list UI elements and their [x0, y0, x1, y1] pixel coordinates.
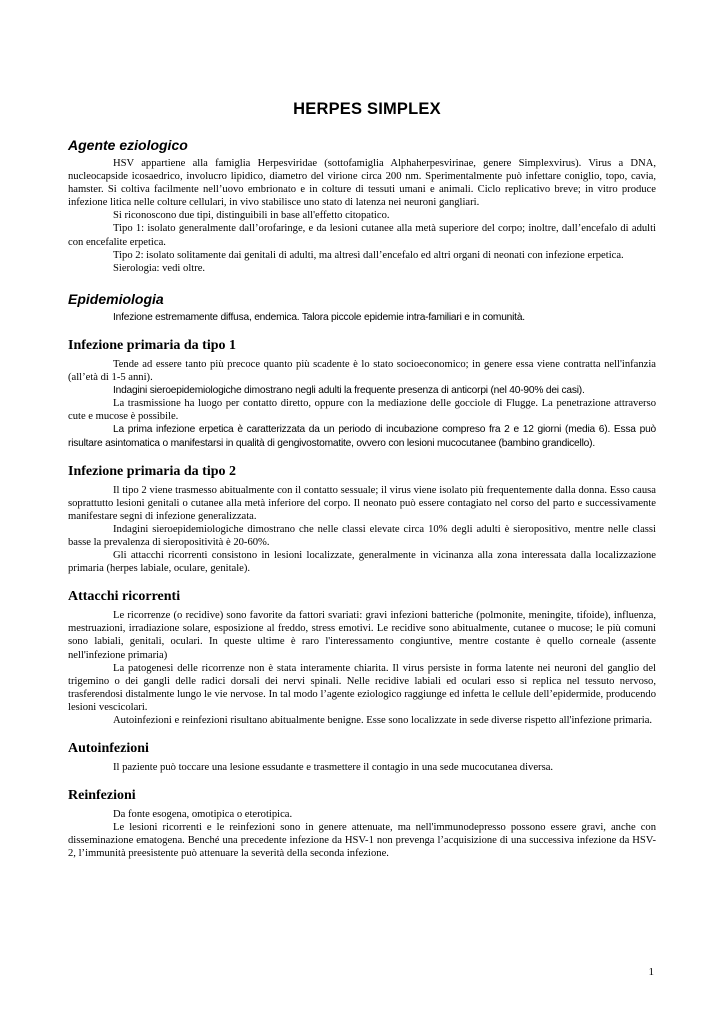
paragraph: HSV appartiene alla famiglia Herpesviridae (sottofamiglia Alphaherpesvirinae, genere Simplexvirus). Virus a DNA, nucleocapside icosaedrico, involucro lipidico, diametro del virione circa 200 nm. Sperimentalmente può infettare coniglio, topo, cavia, hamster. Si coltiva facilmente nell’uovo embrionato e in colture di tessuti umani e animali. Ciclo replicativo breve; in vitro produce infezione litica nelle colture cellulari, in vivo stabilisce uno stato di latenza nei neuroni gangliari. [68, 158, 656, 209]
paragraph: Indagini sieroepidemiologiche dimostrano negli adulti la frequente presenza di anticorpi (nel 40-90% dei casi). [113, 385, 585, 397]
section-heading: Agente eziologico [68, 137, 188, 153]
section-heading: Epidemiologia [68, 290, 164, 307]
section-heading: Infezione primaria da tipo 1 [68, 337, 236, 353]
page-number: 1 [648, 966, 654, 978]
paragraph: La prima infezione erpetica è caratterizzata da un periodo di incubazione compreso fra 2 e 12 giorni (media 6). Essa può risultare asintomatica o manifestarsi in qualità di gengivostomatite, ovvero con lesioni mucocutanee (bambino grandicello). [68, 424, 656, 449]
paragraph: La patogenesi delle ricorrenze non è stata interamente chiarita. Il virus persiste in forma latente nei neuroni del ganglio del trigemino o dei gangli delle radici dorsali dei nervi spinali. Nelle recidive labiali ed oculari esso si replica nel tessuto nervoso, trasferendosi distalmente lungo le vie nervose. In tal modo l’agente eziologico raggiunge ed infetta le cellule dell’epidermide, producendo lesioni vescicolari. [68, 662, 656, 713]
section-infezione-tipo-2 [68, 464, 656, 576]
paragraph: Le ricorrenze (o recidive) sono favorite da fattori svariati: gravi infezioni batteriche (polmonite, meningite, tifoide), influenza, mestruazioni, irradiazione solare, esposizione al freddo, stress emotivi. Le recidive sono abitualmente, cutanee o mucose; le più comuni sono labiali, genitali, oculari. In queste ultime è raro l'interessamento congiuntive, mentre costante è quello corneale (assente nell'infezione primaria) [68, 610, 656, 661]
paragraph: Il tipo 2 viene trasmesso abitualmente con il contatto sessuale; il virus viene isolato più frequentemente dalla donna. Esso causa soprattutto lesioni genitali o cutanee alla metà inferiore del corpo. Il neonato può essere contagiato nel corso del parto e successivamente manifestare segni di infezione generalizzata. [68, 484, 656, 522]
paragraph: Tipo 2: isolato solitamente dai genitali di adulti, ma altresì dall’encefalo ed altri organi di neonati con infezione erpetica. [113, 249, 624, 261]
paragraph: Gli attacchi ricorrenti consistono in lesioni localizzate, generalmente in vicinanza alla zona interessata dalla localizzazione primaria (herpes labiale, oculare, genitale). [68, 550, 656, 575]
section-autoinfezioni [68, 741, 656, 774]
section-reinfezioni [68, 788, 656, 860]
section-heading: Attacchi ricorrenti [68, 589, 181, 605]
paragraph: Sierologia: vedi oltre. [113, 262, 206, 274]
paragraph: Tipo 1: isolato generalmente dall’orofaringe, e da lesioni cutanee alla metà superiore del corpo; inoltre, dall’encefalo di adulti con encefalite erpetica. [68, 223, 656, 248]
section-epidemiologia [68, 291, 656, 324]
paragraph: La trasmissione ha luogo per contatto diretto, oppure con la mediazione delle gocciole di Flugge. La penetrazione attraverso cute e mucose è possibile. [68, 398, 656, 423]
paragraph: Indagini sieroepidemiologiche dimostrano che nelle classi elevate circa 10% degli adulti è sieropositivo, mentre nelle classi basse la prevalenza di sieropositività è 20-60%. [68, 523, 656, 548]
section-heading: Infezione primaria da tipo 2 [68, 463, 236, 479]
paragraph: Infezione estremamente diffusa, endemica. Talora piccole epidemie intra-familiari e in comunità. [113, 311, 525, 323]
paragraph: Da fonte esogena, omotipica o eterotipica. [113, 809, 293, 821]
paragraph: Autoinfezioni e reinfezioni risultano abitualmente benigne. Esse sono localizzate in sede diverse rispetto all'infezione primaria. [113, 715, 653, 726]
document-title: HERPES SIMPLEX [293, 100, 441, 118]
paragraph: Il paziente può toccare una lesione essudante e trasmettere il contagio in una sede mucocutanea diversa. [113, 762, 554, 774]
section-heading: Autoinfezioni [68, 741, 149, 757]
section-heading: Reinfezioni [68, 788, 136, 804]
section-attacchi-ricorrenti [68, 589, 656, 727]
paragraph: Tende ad essere tanto più precoce quanto più scadente è lo stato socioeconomico; in genere essa viene contratta nell'infanzia (all’età di 1-5 anni). [68, 358, 656, 384]
section-infezione-tipo-1 [68, 338, 656, 450]
paragraph: Le lesioni ricorrenti e le reinfezioni sono in genere attenuate, ma nell'immunodepresso possono essere gravi, anche con disseminazione ematogena. Benché una precedente infezione da HSV-1 non prevenga l’acquisizione di una successiva infezione da HSV-2, l’immunità preesistente può attenuare la severità della seconda infezione. [68, 822, 656, 860]
section-agente-eziologico [68, 137, 656, 275]
paragraph: Si riconoscono due tipi, distinguibili in base all'effetto citopatico. [113, 210, 390, 222]
document-page [68, 100, 656, 875]
